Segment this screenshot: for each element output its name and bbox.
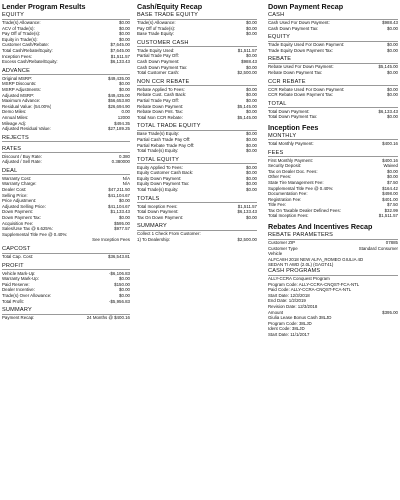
row-label: Warranty Cost: [2,175,32,181]
row-label: MSRP Adjustments: [2,86,41,92]
row-1-to-dealership [137,237,257,243]
section-header-totals: TOTALS [137,196,257,204]
row-label: Documentation Fee: [268,191,308,197]
row-label: Total Down Payment: [268,108,310,114]
row-label: Price Adjustment: [2,198,37,204]
row-value: $0.00 [246,175,257,181]
row-label: Equity Applied To Fees: [137,164,183,170]
section-header-fees: FEES [268,150,398,158]
row-value: $0.00 [119,276,130,282]
row-value: $0.00 [387,47,398,53]
row-label: MSRP Discounts: [2,81,37,87]
section-header-ccr-rebate: CCR REBATE [268,79,398,87]
row-value: $395.00 [382,309,398,315]
row-value: $0.00 [119,198,130,204]
row-value: $164.42 [382,185,398,191]
row-label: Residual Value: (54.00%) [2,103,52,109]
row-label: Vehicle Mark-Up: [2,270,36,276]
row-label: Cash Down Payment Tax: [137,64,188,70]
section-header-equity: EQUITY [268,34,398,42]
text-program-code-ally-ccra-cnqst-fca-ntl: Program Code: ALLY-CCRA-CNQST-FCA-NTL [268,281,360,287]
section-header-base-trade-equity: BASE TRADE EQUITY [137,12,257,20]
row-label: Original MSRP: [2,75,33,81]
section-title-cash-equity-recap: Cash/Equity Recap [137,2,203,11]
row-label: Equity Down Payment Tax: [137,181,190,187]
row-label: Rebate Down Payment: [137,103,184,109]
section-header-total: TOTAL [268,101,398,109]
row-value: Standard Consumer [358,245,398,251]
row-label: Warranty Mark-Up: [2,276,39,282]
row-label: Customer ZIP [268,240,296,246]
row-value: $49,435.00 [108,92,130,98]
row-value: $0.00 [246,92,257,98]
section-header-rebate-parameters: REBATE PARAMETERS [268,232,398,240]
row-value: $0.00 [387,42,398,48]
row-value: $1,511.57 [110,53,130,59]
row-label: First Monthly Payment: [268,157,313,163]
text-ally-ccra-conquest-program: ALLY-CCRA Conquest Program [268,276,330,282]
row-value: $6,133.43 [378,108,398,114]
row-value: $401.00 [382,196,398,202]
row-label: Total Profit: [2,298,24,304]
text-giulia-lease-bonus-cash-38ljd: Giulia Lease Bonus Cash 38LJD [268,315,332,321]
row-value: $7.50 [387,179,398,185]
row-value: See Inception Fees [92,237,130,243]
row-value: $6,133.43 [110,59,130,65]
row-label: Mileage Adj: [2,120,26,126]
row-value: $0.00 [246,187,257,193]
row-value: $988.43 [382,20,398,25]
row-label: Customer Cash/Rebate: [2,42,50,48]
row-value: $0.00 [246,181,257,187]
row-label: Dealer Incentive: [2,287,35,293]
row-label: Base Trade Equity: [137,31,175,37]
section-header-advance: ADVANCE [2,68,130,76]
row-label: Equity in Trade(s): [2,36,38,42]
row-value: $5,145.00 [237,103,257,109]
section-header-customer-cash: CUSTOMER CASH [137,40,257,48]
row-value: $47,211.50 [108,187,130,193]
row-label: Cash Used For Down Payment: [268,20,330,25]
row-value: $0.00 [119,215,130,221]
row-value: $36,543.81 [108,254,130,259]
row-value: $0.00 [246,148,257,154]
section-header-cash: CASH [268,12,398,20]
row-value: -$5,956.83 [109,298,130,304]
row-value: 0.380 [119,153,130,159]
row-value: $0.00 [387,168,398,174]
text-vehicle: Vehicle [268,251,283,257]
row-label: Rebate Applied To Fees: [137,86,185,92]
text-revision-date-12-3-2018: Revision Date: 12/3/2018 [268,304,318,309]
row-value: $0.00 [246,164,257,170]
row-value: $49,435.00 [108,75,130,81]
section-header-deal: DEAL [2,168,130,176]
row-value: 12000 [117,114,130,120]
cash-equity-recap-column [137,2,257,243]
row-value: $2,500.00 [237,70,257,76]
row-label: Trade(s) Over Allowance: [2,292,52,298]
row-value: $1,511.57 [378,213,398,219]
row-label: Total Down Payment: [137,209,179,215]
row-value: $6,133.43 [237,209,257,215]
row-value: 07885 [385,240,398,246]
row-value: $595.00 [114,220,130,226]
text-start-date-12-3-2018: Start Date: 12/3/2018 [268,292,310,298]
row-value: $0.00 [246,20,257,25]
row-value: 24 Months @ $400.16 [86,315,130,321]
row-value: Waived [383,163,398,169]
section-header-equity: EQUITY [2,12,130,20]
text-sedan-ti-awd-2-0l-gagt41: SEDAN TI AWD (2.0L) (GAGT41) [268,262,334,268]
row-value: $0.00 [246,97,257,103]
row-label: Payment Recap: [2,315,35,321]
row-label: Partial Trade Pay Off: [137,97,179,103]
row-label: Total Inception Fees: [268,213,309,219]
row-label: Title Fee: [268,202,287,208]
row-value: $0.00 [119,36,130,42]
row-value: N/A [122,181,130,187]
row-label: Cash Down Payment Tax: [268,25,319,31]
row-label: Supplemental Title Fee @ 0.40%: [268,185,334,191]
section-header-monthly: MONTHLY [268,133,398,141]
row-value: $26,694.90 [108,103,130,109]
row-value: $0.00 [387,174,398,180]
row-label: Excess Cash/Rebate/Equity: [2,59,58,65]
row-value: $494.35 [114,120,130,126]
row-label: Other Fees: [268,174,292,180]
section-title-down-payment-recap: Down Payment Recap [268,2,344,11]
section-header-rebate: REBATE [268,56,398,64]
row-value: $150.00 [114,281,130,287]
row-label: Tax On Taxable Dealer Defined Fees: [268,207,341,213]
row-label: Sales/Use Tax @ 6.625%: [2,226,53,232]
row-label: Dealer Cost: [2,187,27,193]
row-label: Total Down Payment Tax: [268,114,318,120]
row-label: Partial Trade Pay Off: [137,53,179,59]
row-label: CCR Rebate Down Payment Tax: [268,92,334,98]
row-value: $0.00 [246,53,257,59]
section-header-capcost: CAPCOST [2,246,130,254]
row-value: $1,133.43 [110,209,130,215]
section-header-summary: SUMMARY [2,307,130,315]
row-value: $0.00 [246,86,257,92]
row-value: $400.16 [382,157,398,163]
row-value: $0.00 [119,20,130,25]
row-label: Total Trade(s) Equity: [137,148,179,154]
row-label: Trade(s) Allowance: [2,20,41,25]
row-label: State Tire Management Fee: [268,179,324,185]
row-value: $27,189.25 [108,126,130,132]
row-label: Trade Equity Used For Down Payment: [268,42,345,48]
section-header-total-equity: TOTAL EQUITY [137,157,257,165]
lender-program-results-column [2,2,130,321]
row-label: Adjusted MSRP: [2,92,35,98]
row-label: Partial Rebate Trade Pay Off: [137,142,195,148]
row-label: Down Payment Tax: [2,215,41,221]
row-label: Rebate Down Pmt. Tax: [137,109,184,115]
row-value: $0.00 [246,31,257,37]
section-title-inception-fees: Inception Fees [268,122,319,132]
row-label: Tax On Down Payment: [137,214,184,220]
row-label: Amount [268,309,284,315]
row-label: Discount / Buy Rate: [2,153,43,159]
row-value: $0.00 [387,25,398,31]
row-label: Warranty Charge: [2,181,37,187]
row-label: Adjusted Residual Value: [2,126,51,132]
row-label: Rebate Cust. Cash Back: [137,92,187,98]
row-label: ACV of Trade(s): [2,25,35,31]
row-value: $0.00 [387,114,398,120]
row-value: $988.43 [241,58,257,64]
row-label: Rebate Down Payment Tax: [268,69,323,75]
row-value: 0.00 [121,109,130,115]
row-value: $0.00 [246,170,257,176]
row-label: Equity Customer Cash Back: [137,170,194,176]
row-value: $0.00 [246,25,257,31]
row-label: Acquisition Fee: [2,220,34,226]
row-label: Supplemental Title Fee @ 0.40%: [2,231,68,237]
text-end-date-1-2-2019: End Date: 1/2/2019 [268,298,306,304]
row-label: Down Payment: [2,209,33,215]
row-value: $977.57 [114,226,130,232]
section-title-rebates-and-incentives-recap: Rebates And Incentives Recap [268,222,373,232]
text-ident-code-38ljd: Ident Code: 38LJD [268,326,305,332]
row-value: $0.00 [119,31,130,37]
row-value: $0.00 [119,86,130,92]
section-header-total-trade-equity: TOTAL TRADE EQUITY [137,123,257,131]
section-header-cash-programs: CASH PROGRAMS [268,268,398,276]
row-value: $7,645.00 [110,47,130,53]
row-value: N/A [122,175,130,181]
row-value: $2,500.00 [237,237,257,243]
row-label: Inception Fees: [2,53,33,59]
row-label: Total Cap. Cost: [2,254,34,259]
row-label: CCR Rebate Used For Down Payment: [268,86,345,92]
row-label: 1) To Dealership: [137,237,171,243]
row-value: $400.16 [382,140,398,146]
text-paid-code-ally-ccra-cnqst-fca-ntl: Paid Code: ALLY-CCRA-CNQST-FCA-NTL [268,287,352,293]
row-label: Adjusted / Sell Rate: [2,159,42,165]
row-label: Trade Equity Down Payment Tax: [268,47,333,53]
row-label: Partial Cash Trade Pay Off: [137,136,191,142]
section-header-non-ccr-rebate: NON CCR REBATE [137,79,257,87]
row-value: $0.00 [246,64,257,70]
row-value: $0.00 [246,142,257,148]
row-label: Total Monthly Payment: [268,140,314,146]
row-value: $5,145.00 [378,64,398,70]
row-payment-recap [2,315,130,321]
row-value: $1,511.57 [237,203,257,209]
row-label: Paid Reserve: [2,281,30,287]
row-label: Trade Equity Used: [137,47,175,53]
row-label: Demo Miles: [2,109,27,115]
row-label: Customer Type [268,245,298,251]
row-label: Annual Miles: [2,114,29,120]
row-value: $5,145.00 [237,114,257,120]
section-header-profit: PROFIT [2,263,130,271]
row-label: Selling Price: [2,192,28,198]
row-label: Total Inception Fees: [137,203,178,209]
row-value: $32.99 [384,207,398,213]
row-label: Base Trade(s) Equity: [137,131,180,137]
row-value: $0.00 [119,287,130,293]
row-value: $41,104.67 [108,192,130,198]
row-value: $0.00 [246,136,257,142]
row-label: Total Cash/Rebate/Equity: [2,47,53,53]
row-label: Pay Off of Trade(s): [2,31,41,37]
row-value: $0.00 [246,109,257,115]
row-label: Tax on Dealer Doc. Fees: [268,168,318,174]
row-label: Rebate Used For Down Payment: [268,64,334,70]
row-value: $0.00 [119,25,130,31]
row-label: Adjusted Selling Price: [2,203,46,209]
row-value: $0.00 [119,292,130,298]
text-alfca8h-2018-new-alfa-romeo-giulia-4d: ALFCA8H 2018 NEW ALFA_ROMEO GIULIA 4D [268,256,364,262]
row-label: Pay Off of Trade(s): [137,25,176,31]
row-value: $7.50 [387,202,398,208]
row-label: Total Customer Cash: [137,70,180,76]
row-label: Equity Down Payment: [137,175,182,181]
row-label: Security Deposit: [268,163,302,169]
row-label: Registration Fee: [268,196,302,202]
text-start-date-11-1-2017: Start Date: 11/1/2017 [268,331,310,337]
row-value: $0.00 [387,86,398,92]
row-label: Total Trade(s) Equity: [137,187,179,193]
section-header-summary: SUMMARY [137,223,257,231]
row-value: 0.380000 [111,159,130,165]
down-payment-recap-column [268,2,398,338]
text-program-code-38ljd: Program Code: 38LJD [268,320,312,326]
row-value: $1,511.57 [237,47,257,53]
row-value: $0.00 [387,69,398,75]
section-title-lender-program-results: Lender Program Results [2,2,86,11]
row-value: $0.00 [246,214,257,220]
row-label: Cash Down Payment: [137,58,180,64]
row-value: $41,104.67 [108,203,130,209]
row-label: Total Non CCR Rebate: [137,114,183,120]
row-value: $56,653.80 [108,98,130,104]
row-value: $0.00 [246,131,257,137]
row-value: $7,645.00 [110,42,130,48]
row-value: $498.00 [382,191,398,197]
row-label: Maximum Advance: [2,98,41,104]
row-label: Trade(s) Allowance: [137,20,176,25]
row-value: -$6,106.83 [109,270,130,276]
section-header-rejects: REJECTS [2,135,130,143]
section-header-rates: RATES [2,146,130,154]
text-collect-1-check-from-customer: Collect 1 Check From Customer: [137,231,201,237]
row-value: $0.00 [119,81,130,87]
row-value: $0.00 [387,92,398,98]
